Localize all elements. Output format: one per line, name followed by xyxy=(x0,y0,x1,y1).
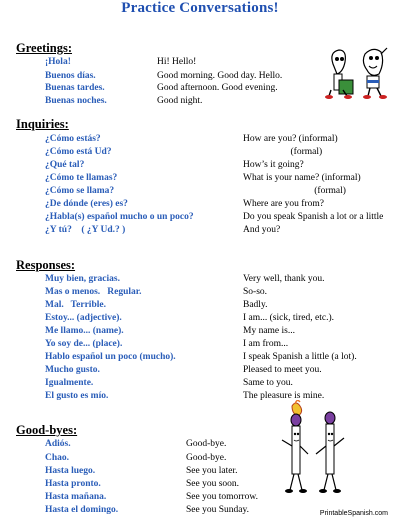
spanish-phrase: ¿Cómo se llama? xyxy=(45,186,115,196)
english-translation: How are you? (informal) xyxy=(243,134,338,144)
english-translation: Hi! Hello! xyxy=(157,57,197,67)
spanish-phrase: Mal. Terrible. xyxy=(45,300,106,310)
cartoon-greeting-characters-icon xyxy=(325,44,391,106)
english-translation: I speak Spanish a little (a lot). xyxy=(243,352,357,362)
spanish-phrase: ¿Qué tal? xyxy=(45,160,85,170)
spanish-phrase: ¡Hola! xyxy=(45,57,71,67)
english-translation: I am from... xyxy=(243,339,289,349)
english-translation: Good afternoon. Good evening. xyxy=(157,83,278,93)
english-translation: (formal) xyxy=(243,186,346,196)
english-translation: Good-bye. xyxy=(186,439,227,449)
english-translation: Very well, thank you. xyxy=(243,274,325,284)
english-translation: See you soon. xyxy=(186,479,240,489)
section-heading-greetings: Greetings: xyxy=(16,41,73,55)
section-heading-responses: Responses: xyxy=(16,258,76,272)
english-translation: So-so. xyxy=(243,287,268,297)
english-translation: My name is... xyxy=(243,326,295,336)
english-translation: I am... (sick, tired, etc.). xyxy=(243,313,335,323)
spanish-phrase: Estoy... (adjective). xyxy=(45,313,122,323)
site-credit: PrintableSpanish.com xyxy=(319,510,388,517)
spanish-phrase: Hablo español un poco (mucho). xyxy=(45,352,176,362)
spanish-phrase: ¿Y tú? ( ¿Y Ud.? ) xyxy=(45,225,126,235)
page-title: Practice Conversations! xyxy=(121,0,279,16)
spanish-phrase: Adiós. xyxy=(45,439,71,449)
spanish-phrase: ¿Habla(s) español mucho o un poco? xyxy=(45,212,194,222)
section-heading-inquiries: Inquiries: xyxy=(16,117,69,131)
english-translation: Good night. xyxy=(157,96,203,106)
english-translation: Good morning. Good day. Hello. xyxy=(157,71,283,81)
spanish-phrase: Buenos días. xyxy=(45,71,96,81)
spanish-phrase: Hasta pronto. xyxy=(45,479,101,489)
spanish-phrase: El gusto es mío. xyxy=(45,391,109,401)
cartoon-matchstick-characters-icon xyxy=(278,400,350,500)
spanish-phrase: Hasta el domingo. xyxy=(45,505,119,515)
spanish-phrase: Buenas noches. xyxy=(45,96,107,106)
spanish-phrase: Me llamo... (name). xyxy=(45,326,124,336)
spanish-phrase: Chao. xyxy=(45,453,70,463)
english-translation: Do you speak Spanish a lot or a little xyxy=(243,212,384,222)
spanish-phrase: Hasta luego. xyxy=(45,466,96,476)
spanish-phrase: Yo soy de... (place). xyxy=(45,339,123,349)
spanish-phrase: Hasta mañana. xyxy=(45,492,107,502)
spanish-phrase: ¿Cómo te llamas? xyxy=(45,173,118,183)
english-translation: And you? xyxy=(243,225,281,235)
english-translation: Good-bye. xyxy=(186,453,227,463)
english-translation: See you tomorrow. xyxy=(186,492,258,502)
english-translation: Pleased to meet you. xyxy=(243,365,322,375)
english-translation: See you Sunday. xyxy=(186,505,249,515)
spanish-phrase: Muy bien, gracias. xyxy=(45,274,120,284)
english-translation: What is your name? (informal) xyxy=(243,173,361,183)
english-translation: The pleasure is mine. xyxy=(243,391,325,401)
spanish-phrase: Mas o menos. Regular. xyxy=(45,287,142,297)
english-translation: Where are you from? xyxy=(243,199,324,209)
english-translation: Badly. xyxy=(243,300,268,310)
english-translation: See you later. xyxy=(186,466,238,476)
spanish-phrase: ¿Cómo está Ud? xyxy=(45,147,112,157)
spanish-phrase: ¿De dónde (eres) es? xyxy=(45,199,128,209)
spanish-phrase: Buenas tardes. xyxy=(45,83,105,93)
english-translation: (formal) xyxy=(243,147,323,157)
section-heading-good-byes: Good-byes: xyxy=(16,423,78,437)
spanish-phrase: Mucho gusto. xyxy=(45,365,100,375)
english-translation: How’s it going? xyxy=(243,160,304,170)
spanish-phrase: ¿Cómo estás? xyxy=(45,134,101,144)
spanish-phrase: Igualmente. xyxy=(45,378,94,388)
english-translation: Same to you. xyxy=(243,378,293,388)
